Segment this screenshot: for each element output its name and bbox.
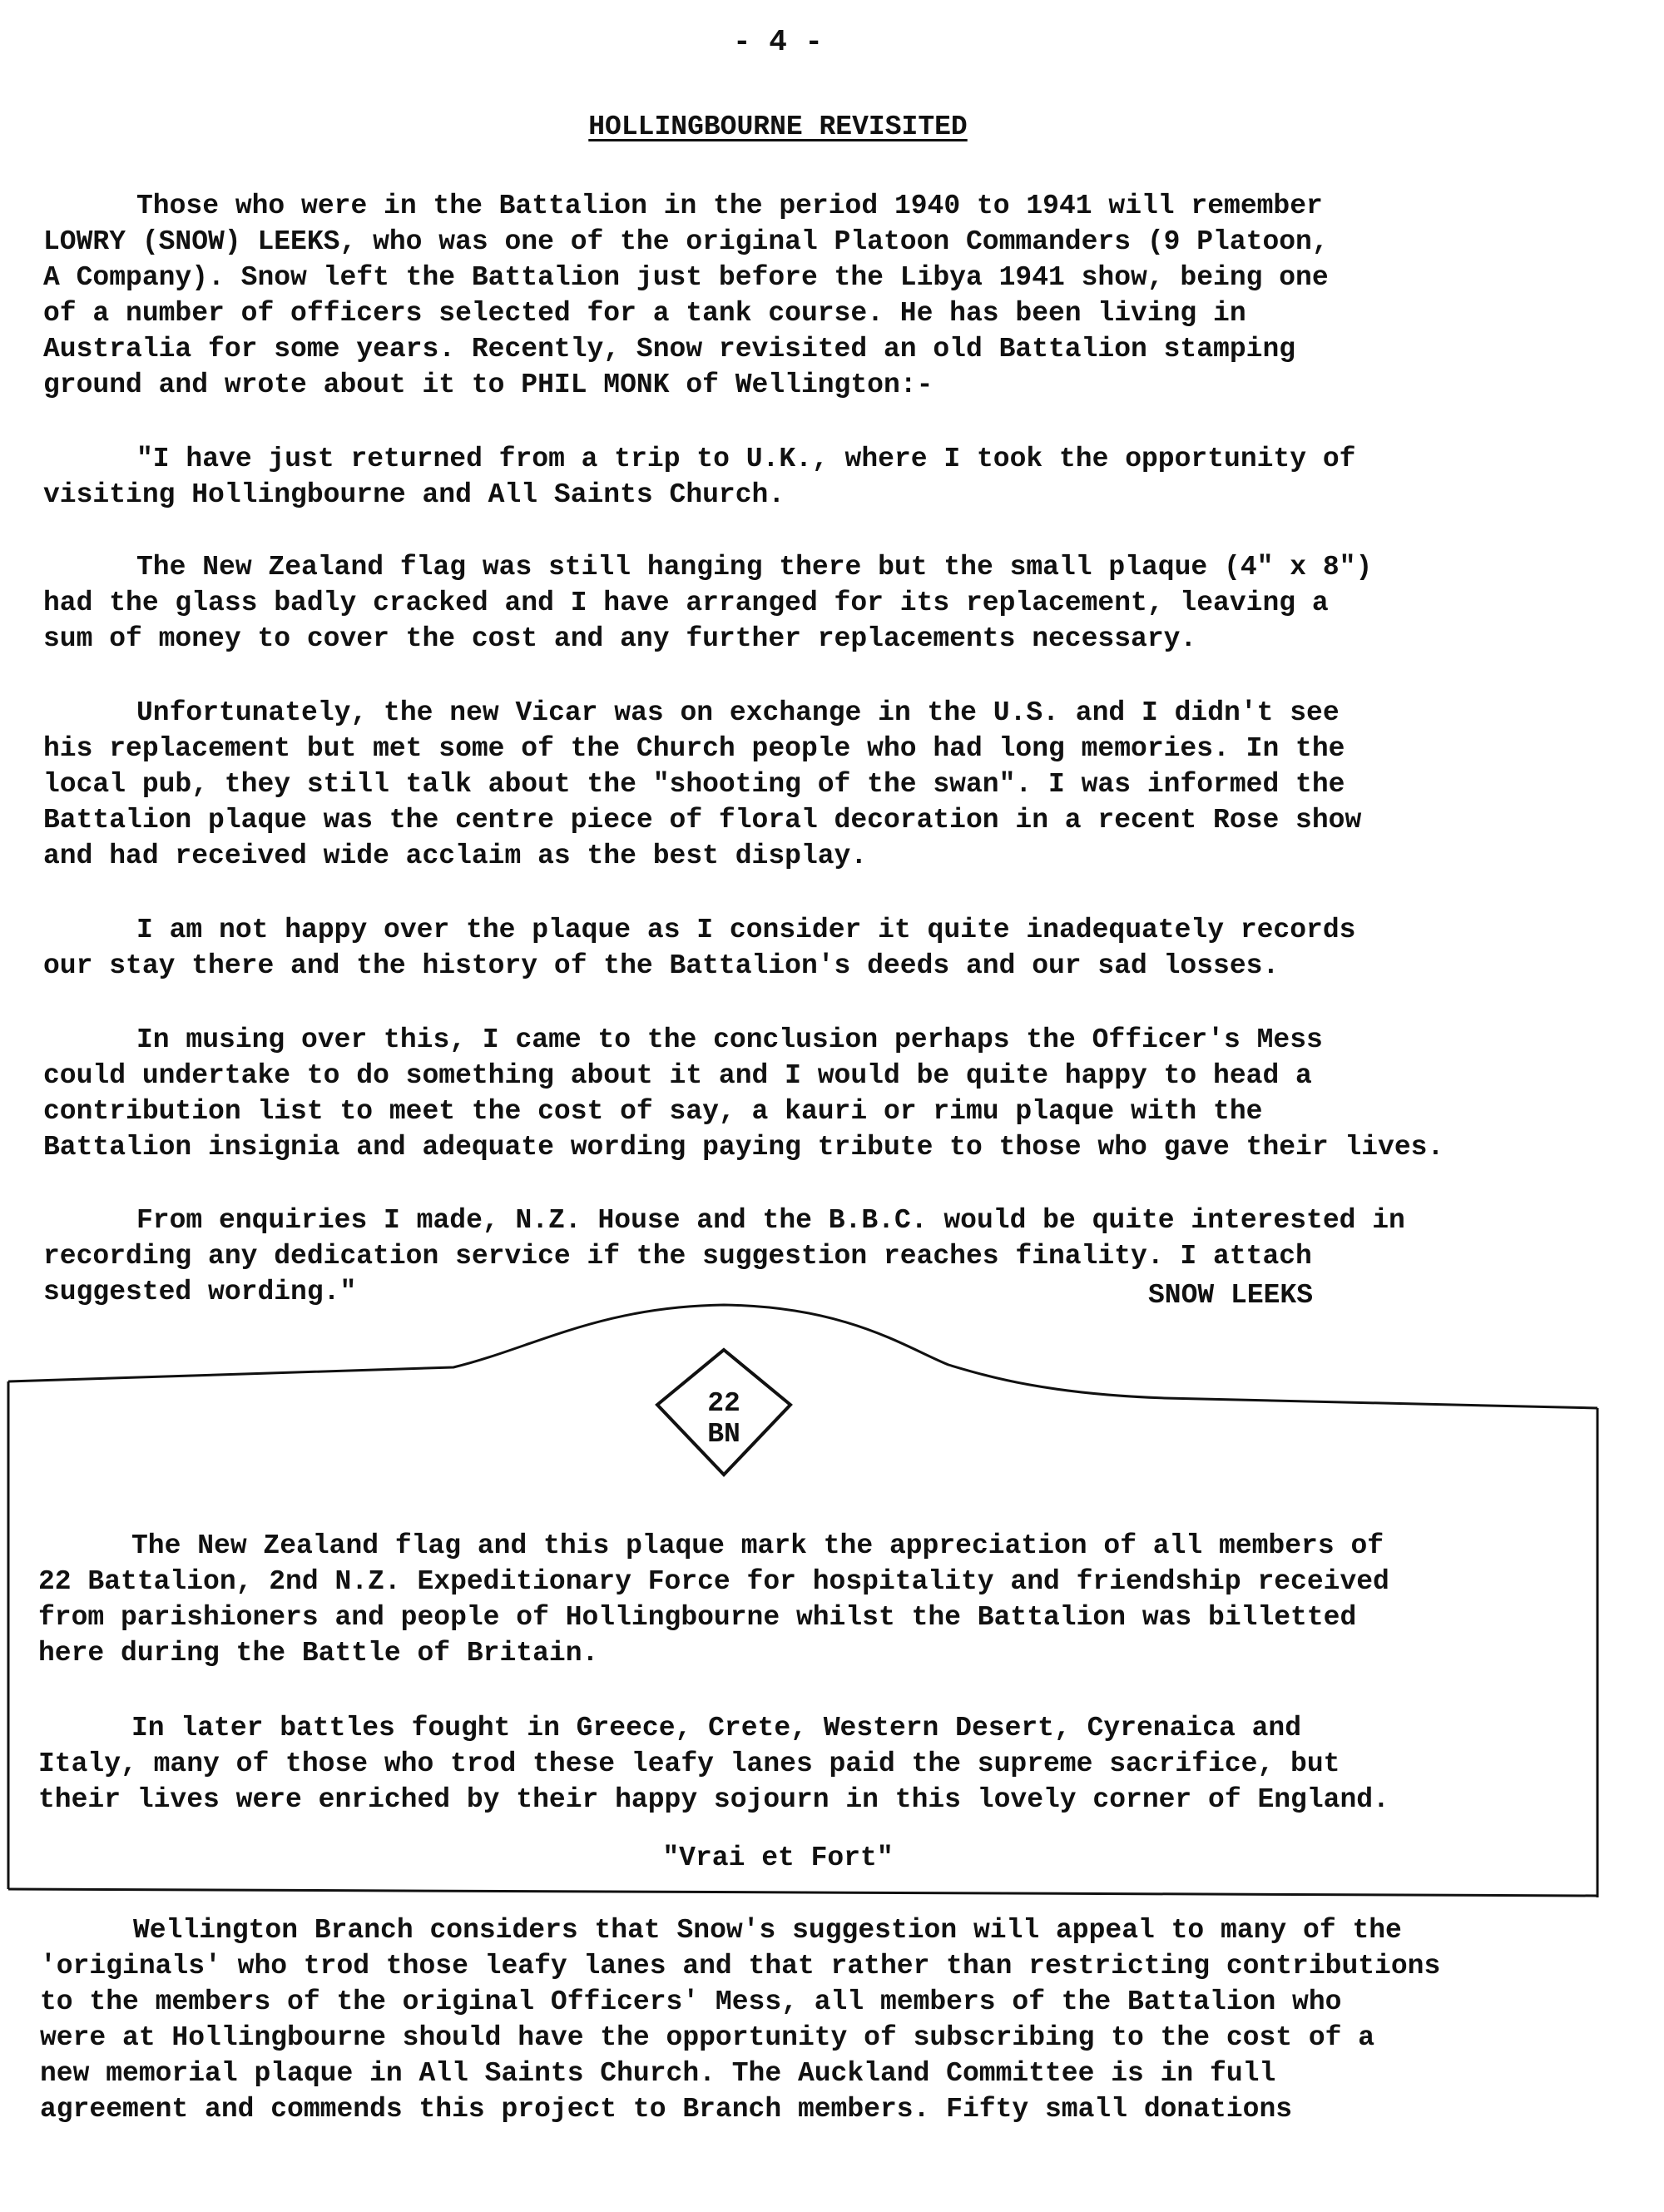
page-number: - 4 - <box>732 25 824 59</box>
letter-paragraph-6: From enquiries I made, N.Z. House and the B.B.C. would be quite interested in recording any dedication service if the suggestion reaches finality. I attach suggested wording." <box>43 1205 1405 1307</box>
plaque-paragraph-1: The New Zealand flag and this plaque mark the appreciation of all members of 22 Battalion, 2nd N.Z. Expeditionary Force for hospitality and friendship received from parishioners and people of Hollingbourne whilst the Battalion was billetted here during the Battle of Britain. <box>38 1530 1389 1669</box>
letter-paragraph-5: In musing over this, I came to the conclusion perhaps the Officer's Mess could undertake to do something about it and I would be quite happy to head a contribution list to meet the cost of say, a kauri or rimu plaque with the Battalion insignia and adequate wording paying tribute to those who gave their lives. <box>43 1024 1444 1163</box>
letter-paragraph-3: Unfortunately, the new Vicar was on exchange in the U.S. and I didn't see his replacement but met some of the Church people who had long memories. In the local pub, they still talk about the "shooting of the swan". I was informed the Battalion plaque was the centre piece of floral decoration in a recent Rose show and had received wide acclaim as the best display. <box>43 697 1362 871</box>
page-title-text: HOLLINGBOURNE REVISITED <box>588 112 968 142</box>
letter-paragraph-4: I am not happy over the plaque as I consider it quite inadequately records our stay there and the history of the Battalion's deeds and our sad losses. <box>43 915 1356 981</box>
intro-paragraph: Those who were in the Battalion in the period 1940 to 1941 will remember LOWRY (SNOW) LEEKS, who was one of the original Platoon Commanders (9 Platoon, A Company). Snow left the Battalion just before the Libya 1941 show, being one of a number of officers selected for a tank course. He has been living in Australia for some years. Recently, Snow revisited an old Battalion stamping ground and wrote about it to PHIL MONK of Wellington:- <box>43 191 1329 400</box>
letter-paragraph-2: The New Zealand flag was still hanging there but the small plaque (4" x 8") had the glass badly cracked and I have arranged for its replacement, leaving a sum of money to cover the cost and any further replacements necessary. <box>43 552 1373 654</box>
signature: SNOW LEEKS <box>1148 1280 1314 1311</box>
battalion-insignia-label: 22 BN <box>707 1388 740 1450</box>
letter-paragraph-1: "I have just returned from a trip to U.K., where I took the opportunity of visiting Hollingbourne and All Saints Church. <box>43 444 1356 510</box>
plaque-paragraph-2: In later battles fought in Greece, Crete, Western Desert, Cyrenaica and Italy, many of those who trod these leafy lanes paid the supreme sacrifice, but their lives were enriched by their happy sojourn in this lovely corner of England. <box>38 1713 1389 1815</box>
closing-paragraph: Wellington Branch considers that Snow's suggestion will appeal to many of the 'originals' who trod those leafy lanes and that rather than restricting contributions to the members of the original Officers' Mess, all members of the Battalion who were at Hollingbourne should have the opportunity of subscribing to the cost of a new memorial plaque in All Saints Church. The Auckland Committee is in full agreement and commends this project to Branch members. Fifty small donations <box>40 1915 1441 2125</box>
page-title <box>0 112 1556 142</box>
plaque-motto: "Vrai et Fort" <box>662 1843 894 1873</box>
